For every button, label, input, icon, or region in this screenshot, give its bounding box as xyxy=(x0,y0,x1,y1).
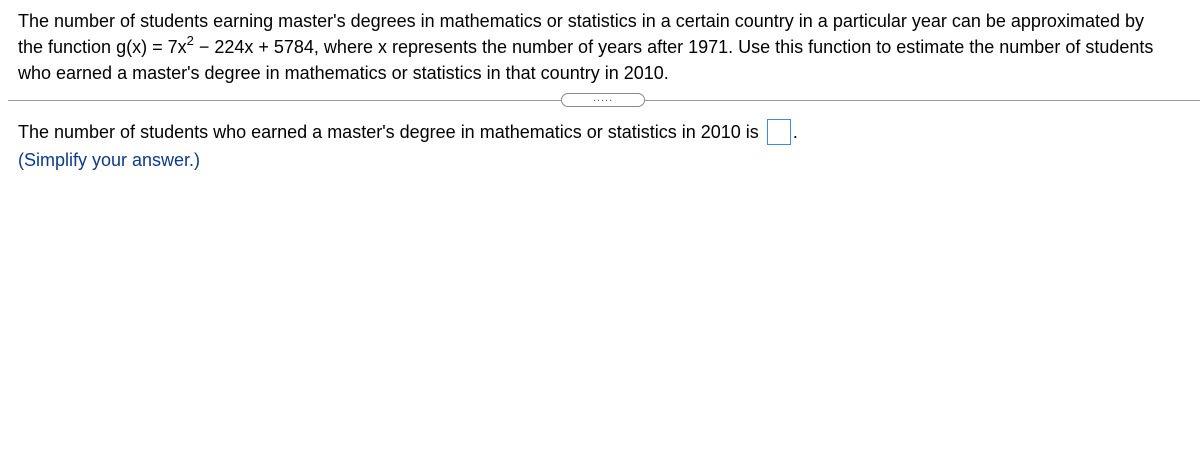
answer-prompt: The number of students who earned a master's degree in mathematics or statistics in 2010 is xyxy=(18,122,759,142)
question-line-3: who earned a master's degree in mathematics or statistics in that country in 2010. xyxy=(18,63,669,83)
function-prefix: the function g(x) = 7x xyxy=(18,37,187,57)
answer-period: . xyxy=(792,122,798,142)
function-suffix: − 224x + 5784, where x represents the number of years after 1971. Use this function to estimate the number of students xyxy=(193,37,1154,57)
question-line-1: The number of students earning master's degrees in mathematics or statistics in a certain country in a particular year can be approximated by xyxy=(18,11,1144,31)
answer-line xyxy=(18,119,798,145)
more-dots-icon: ..... xyxy=(592,91,614,104)
question-text xyxy=(18,8,1190,86)
question-line-2 xyxy=(18,34,1190,60)
function-exponent: 2 xyxy=(186,33,194,48)
simplify-hint: (Simplify your answer.) xyxy=(18,150,201,170)
answer-input[interactable] xyxy=(767,119,791,145)
expand-button[interactable] xyxy=(561,93,645,107)
